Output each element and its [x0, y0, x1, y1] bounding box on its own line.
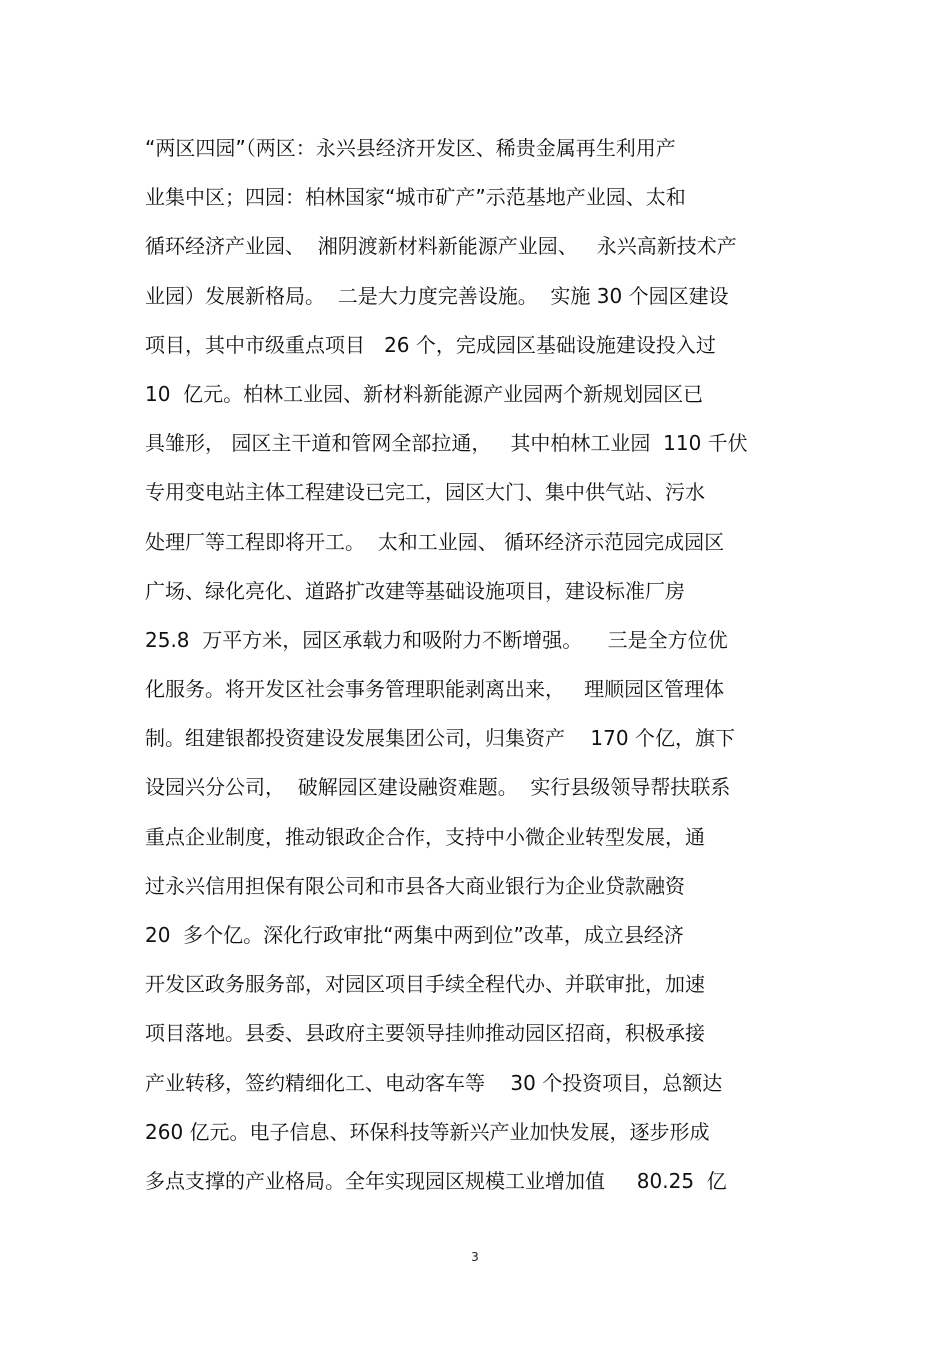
text-line: 25.8 万平方米，园区承载力和吸附力不断增强。 三是全方位优: [145, 627, 728, 652]
text-line: 具雏形， 园区主干道和管网全部拉通， 其中柏林工业园 110 千伏: [145, 431, 748, 456]
text-line: “两区四园”（两区：永兴县经济开发区、稀贵金属再生利用产: [145, 136, 676, 160]
text-line: 专用变电站主体工程建设已完工，园区大门、集中供气站、污水: [145, 480, 705, 505]
text-line: 制。组建银都投资建设发展集团公司，归集资产 170 个亿，旗下: [145, 726, 735, 751]
text-line: 化服务。将开发区社会事务管理职能剥离出来， 理顺园区管理体: [145, 677, 725, 702]
text-line: 处理厂等工程即将开工。 太和工业园、 循环经济示范园完成园区: [145, 529, 725, 554]
text-line: 项目落地。县委、县政府主要领导挂帅推动园区招商，积极承接: [145, 1021, 705, 1046]
text-line: 设园兴分公司， 破解园区建设融资难题。 实行县级领导帮扶联系: [145, 775, 731, 800]
text-line: 重点企业制度，推动银政企合作，支持中小微企业转型发展，通: [145, 824, 705, 849]
text-line: 开发区政务服务部，对园区项目手续全程代办、并联审批，加速: [145, 972, 705, 997]
text-line: 10 亿元。柏林工业园、新材料新能源产业园两个新规划园区已: [145, 381, 704, 406]
text-line: 广场、绿化亮化、道路扩改建等基础设施项目，建设标准厂房: [145, 578, 685, 603]
text-line: 过永兴信用担保有限公司和市县各大商业银行为企业贷款融资: [145, 873, 685, 898]
text-line: 项目，其中市级重点项目 26 个，完成园区基础设施建设投入过: [145, 332, 716, 357]
text-line: 循环经济产业园、 湘阴渡新材料新能源产业园、 永兴高新技术产: [145, 234, 737, 259]
text-line: 业集中区；四园：柏林国家“城市矿产”示范基地产业园、太和: [145, 185, 686, 210]
page-number: 3: [471, 1250, 479, 1264]
text-line: 20 多个亿。深化行政审批“两集中两到位”改革，成立县经济: [145, 923, 684, 947]
text-line: 业园）发展新格局。 二是大力度完善设施。 实施 30 个园区建设: [145, 283, 729, 308]
text-line: 产业转移，签约精细化工、电动客车等 30 个投资项目，总额达: [145, 1070, 723, 1095]
text-line: 多点支撑的产业格局。全年实现园区规模工业增加值 80.25 亿: [145, 1168, 727, 1193]
body-text: [145, 128, 825, 1210]
text-line: 260 亿元。电子信息、环保科技等新兴产业加快发展，逐步形成: [145, 1119, 710, 1144]
